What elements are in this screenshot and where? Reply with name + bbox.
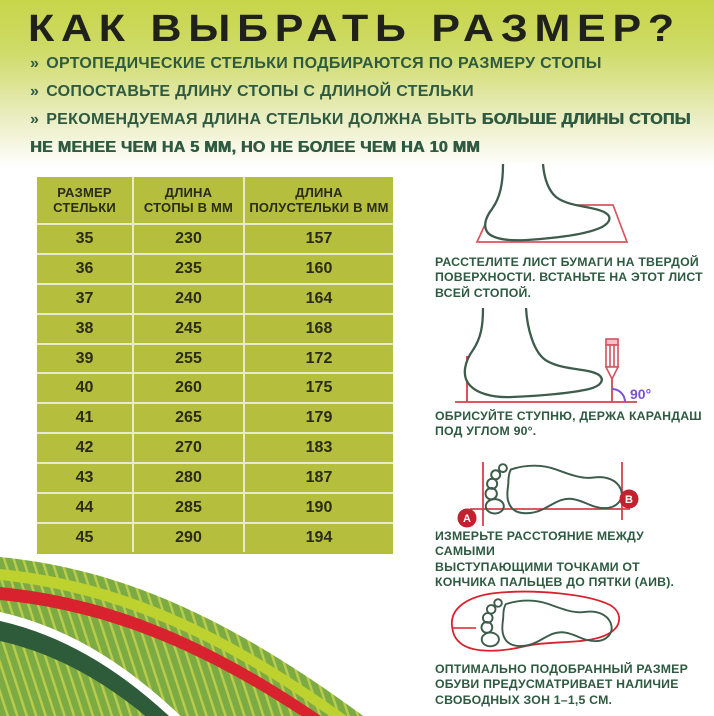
table-header-row	[37, 177, 393, 223]
bullet-line	[30, 78, 694, 106]
insole-fit-illustration	[440, 588, 670, 664]
table-row: 35 230 157	[37, 223, 393, 253]
point-b-badge	[620, 490, 639, 509]
page-title: КАК ВЫБРАТЬ РАЗМЕР?	[28, 8, 681, 50]
foot-side-icon	[485, 164, 609, 240]
table-row: 42 270 183	[37, 432, 393, 462]
svg-text:В: В	[625, 494, 633, 506]
bullet-text: СОПОСТАВЬТЕ ДЛИНУ СТОПЫ С ДЛИНОЙ СТЕЛЬКИ	[46, 83, 474, 100]
bullet-marker: »	[30, 111, 40, 128]
measure-footprint-illustration	[440, 452, 680, 532]
column-header-foot-length: ДЛИНА СТОПЫ В ММ	[132, 177, 243, 223]
point-a-badge	[458, 509, 477, 528]
bullet-line	[30, 106, 694, 162]
table-row: 45 290 194	[37, 522, 393, 552]
table-row: 41 265 179	[37, 402, 393, 432]
table-row: 36 235 160	[37, 253, 393, 283]
table-row: 38 245 168	[37, 313, 393, 343]
angle-label: 90°	[630, 386, 652, 402]
foot-side-icon	[465, 308, 602, 397]
bullet-text-strong: БОЛЬШЕ ДЛИНЫ СТОПЫ НЕ МЕНЕЕ ЧЕМ НА 5 ММ, НО НЕ БОЛЕЕ ЧЕМ НА 10 ММ	[30, 111, 691, 156]
table-row: 39 255 172	[37, 343, 393, 373]
footprint-icon	[486, 464, 622, 513]
table-row: 44 285 190	[37, 492, 393, 522]
step-caption: ИЗМЕРЬТЕ РАССТОЯНИЕ МЕЖДУ САМЫМИ ВЫСТУПАЮЩИМИ ТОЧКАМИ ОТ КОНЧИКА ПАЛЬЦЕВ ДО ПЯТКИ (АИВ).	[435, 529, 675, 590]
bullet-text: ОРТОПЕДИЧЕСКИЕ СТЕЛЬКИ ПОДБИРАЮТСЯ ПО РАЗМЕРУ СТОПЫ	[46, 55, 602, 72]
bullet-text: РЕКОМЕНДУЕМАЯ ДЛИНА СТЕЛЬКИ ДОЛЖНА БЫТЬ	[46, 111, 482, 128]
angle-arc	[612, 389, 625, 402]
step-caption: ОПТИМАЛЬНО ПОДОБРАННЫЙ РАЗМЕР ОБУВИ ПРЕДУСМАТРИВАЕТ НАЛИЧИЕ СВОБОДНЫХ ЗОН 1–1,5 СМ.	[435, 662, 688, 707]
bullet-line	[30, 50, 694, 78]
column-header-half-insole-length: ДЛИНА ПОЛУСТЕЛЬКИ В ММ	[243, 177, 393, 223]
table-row: 43 280 187	[37, 462, 393, 492]
bullet-marker: »	[30, 83, 40, 100]
step-caption: ОБРИСУЙТЕ СТУПНЮ, ДЕРЖА КАРАНДАШ ПОД УГЛОМ 90°.	[435, 409, 702, 439]
table-row: 40 260 175	[37, 372, 393, 402]
trace-foot-illustration	[437, 308, 699, 408]
svg-text:А: А	[463, 513, 471, 525]
pencil-icon	[606, 339, 618, 379]
decorative-swoosh	[0, 550, 430, 716]
table-row: 37 240 164	[37, 283, 393, 313]
size-table	[37, 177, 393, 554]
intro-bullets	[30, 50, 694, 162]
column-header-size: РАЗМЕР СТЕЛЬКИ	[53, 185, 116, 215]
bullet-marker: »	[30, 55, 40, 72]
foot-on-paper-illustration	[445, 164, 675, 252]
step-caption: РАССТЕЛИТЕ ЛИСТ БУМАГИ НА ТВЕРДОЙ ПОВЕРХНОСТИ. ВСТАНЬТЕ НА ЭТОТ ЛИСТ ВСЕЙ СТОПОЙ.	[435, 255, 703, 300]
